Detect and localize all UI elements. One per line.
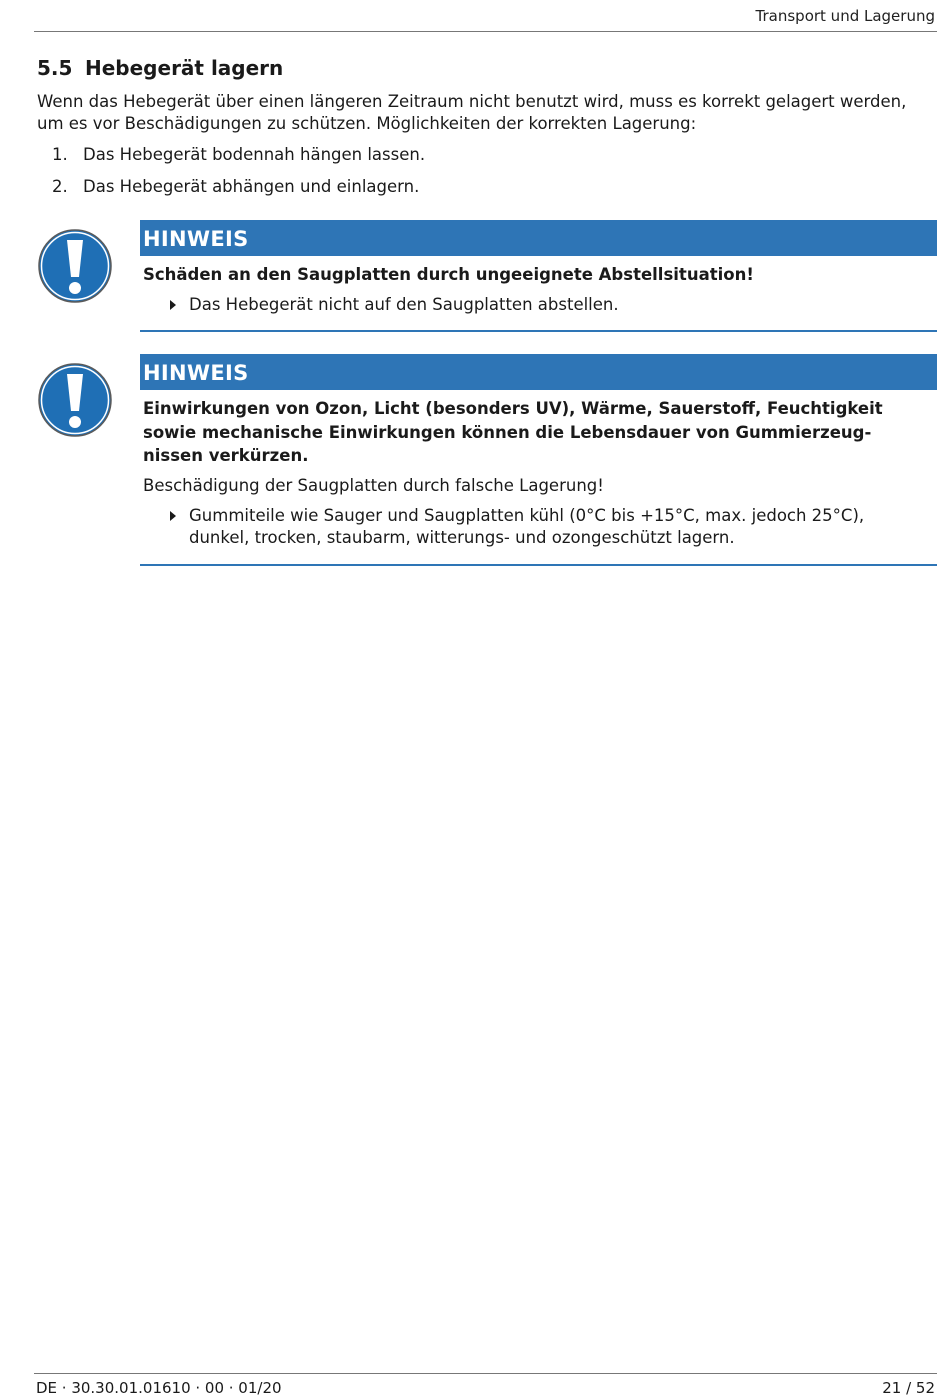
notice-consequence: Beschädigung der Saugplatten durch falsche Lagerung! (143, 475, 604, 495)
mandatory-exclamation-icon (37, 228, 113, 304)
step-number: 2. (52, 177, 68, 196)
notice-action (140, 294, 937, 316)
step-item (37, 144, 425, 176)
notice-headline: Einwirkungen von Ozon, Licht (besonders UV), Wärme, Sauerstoff, Feuchtigkeit sowie mechanische Einwirkungen können die Lebensdauer von Gummierzeugnissen verkürzen. (143, 399, 883, 465)
section-number: 5.5 (37, 56, 73, 80)
step-number: 1. (52, 145, 68, 164)
mandatory-exclamation-icon (37, 362, 113, 438)
notice-action (140, 505, 937, 549)
notice-box (37, 220, 937, 334)
section-heading (37, 56, 283, 80)
running-header-title: Transport und Lagerung (755, 7, 935, 25)
notice-rule (140, 564, 937, 566)
notice-action-text: Gummiteile wie Sauger und Saugplatten kühl (0°C bis +15°C, max. jedoch 25°C), dunkel, trocken, staubarm, witterungs- und ozongeschützt lagern. (189, 505, 865, 547)
notice-box (37, 354, 937, 568)
document-id: DE · 30.30.01.01610 · 00 · 01/20 (36, 1379, 282, 1397)
notice-headline: Schäden an den Saugplatten durch ungeeignete Abstellsituation! (143, 265, 754, 284)
step-text: Das Hebegerät abhängen und einlagern. (83, 177, 420, 196)
section-title: Hebegerät lagern (85, 56, 284, 80)
bullet-triangle-icon (170, 300, 176, 310)
intro-paragraph: Wenn das Hebegerät über einen längeren Zeitraum nicht benutzt wird, muss es korrekt gelagert werden, um es vor Beschädigungen zu schützen. Möglichkeiten der korrekten Lagerung: (37, 92, 907, 133)
notice-body (140, 354, 937, 549)
notice-label: HINWEIS (140, 220, 937, 256)
page-number: 21 / 52 (882, 1379, 935, 1397)
notice-body (140, 220, 937, 316)
step-item (37, 176, 425, 208)
steps-list (37, 144, 425, 208)
notice-label: HINWEIS (140, 354, 937, 390)
step-text: Das Hebegerät bodennah hängen lassen. (83, 145, 426, 164)
page-footer (34, 1373, 937, 1398)
notice-action-text: Das Hebegerät nicht auf den Saugplatten abstellen. (189, 294, 619, 314)
bullet-triangle-icon (170, 511, 176, 521)
running-header (34, 0, 937, 32)
notice-rule (140, 330, 937, 332)
